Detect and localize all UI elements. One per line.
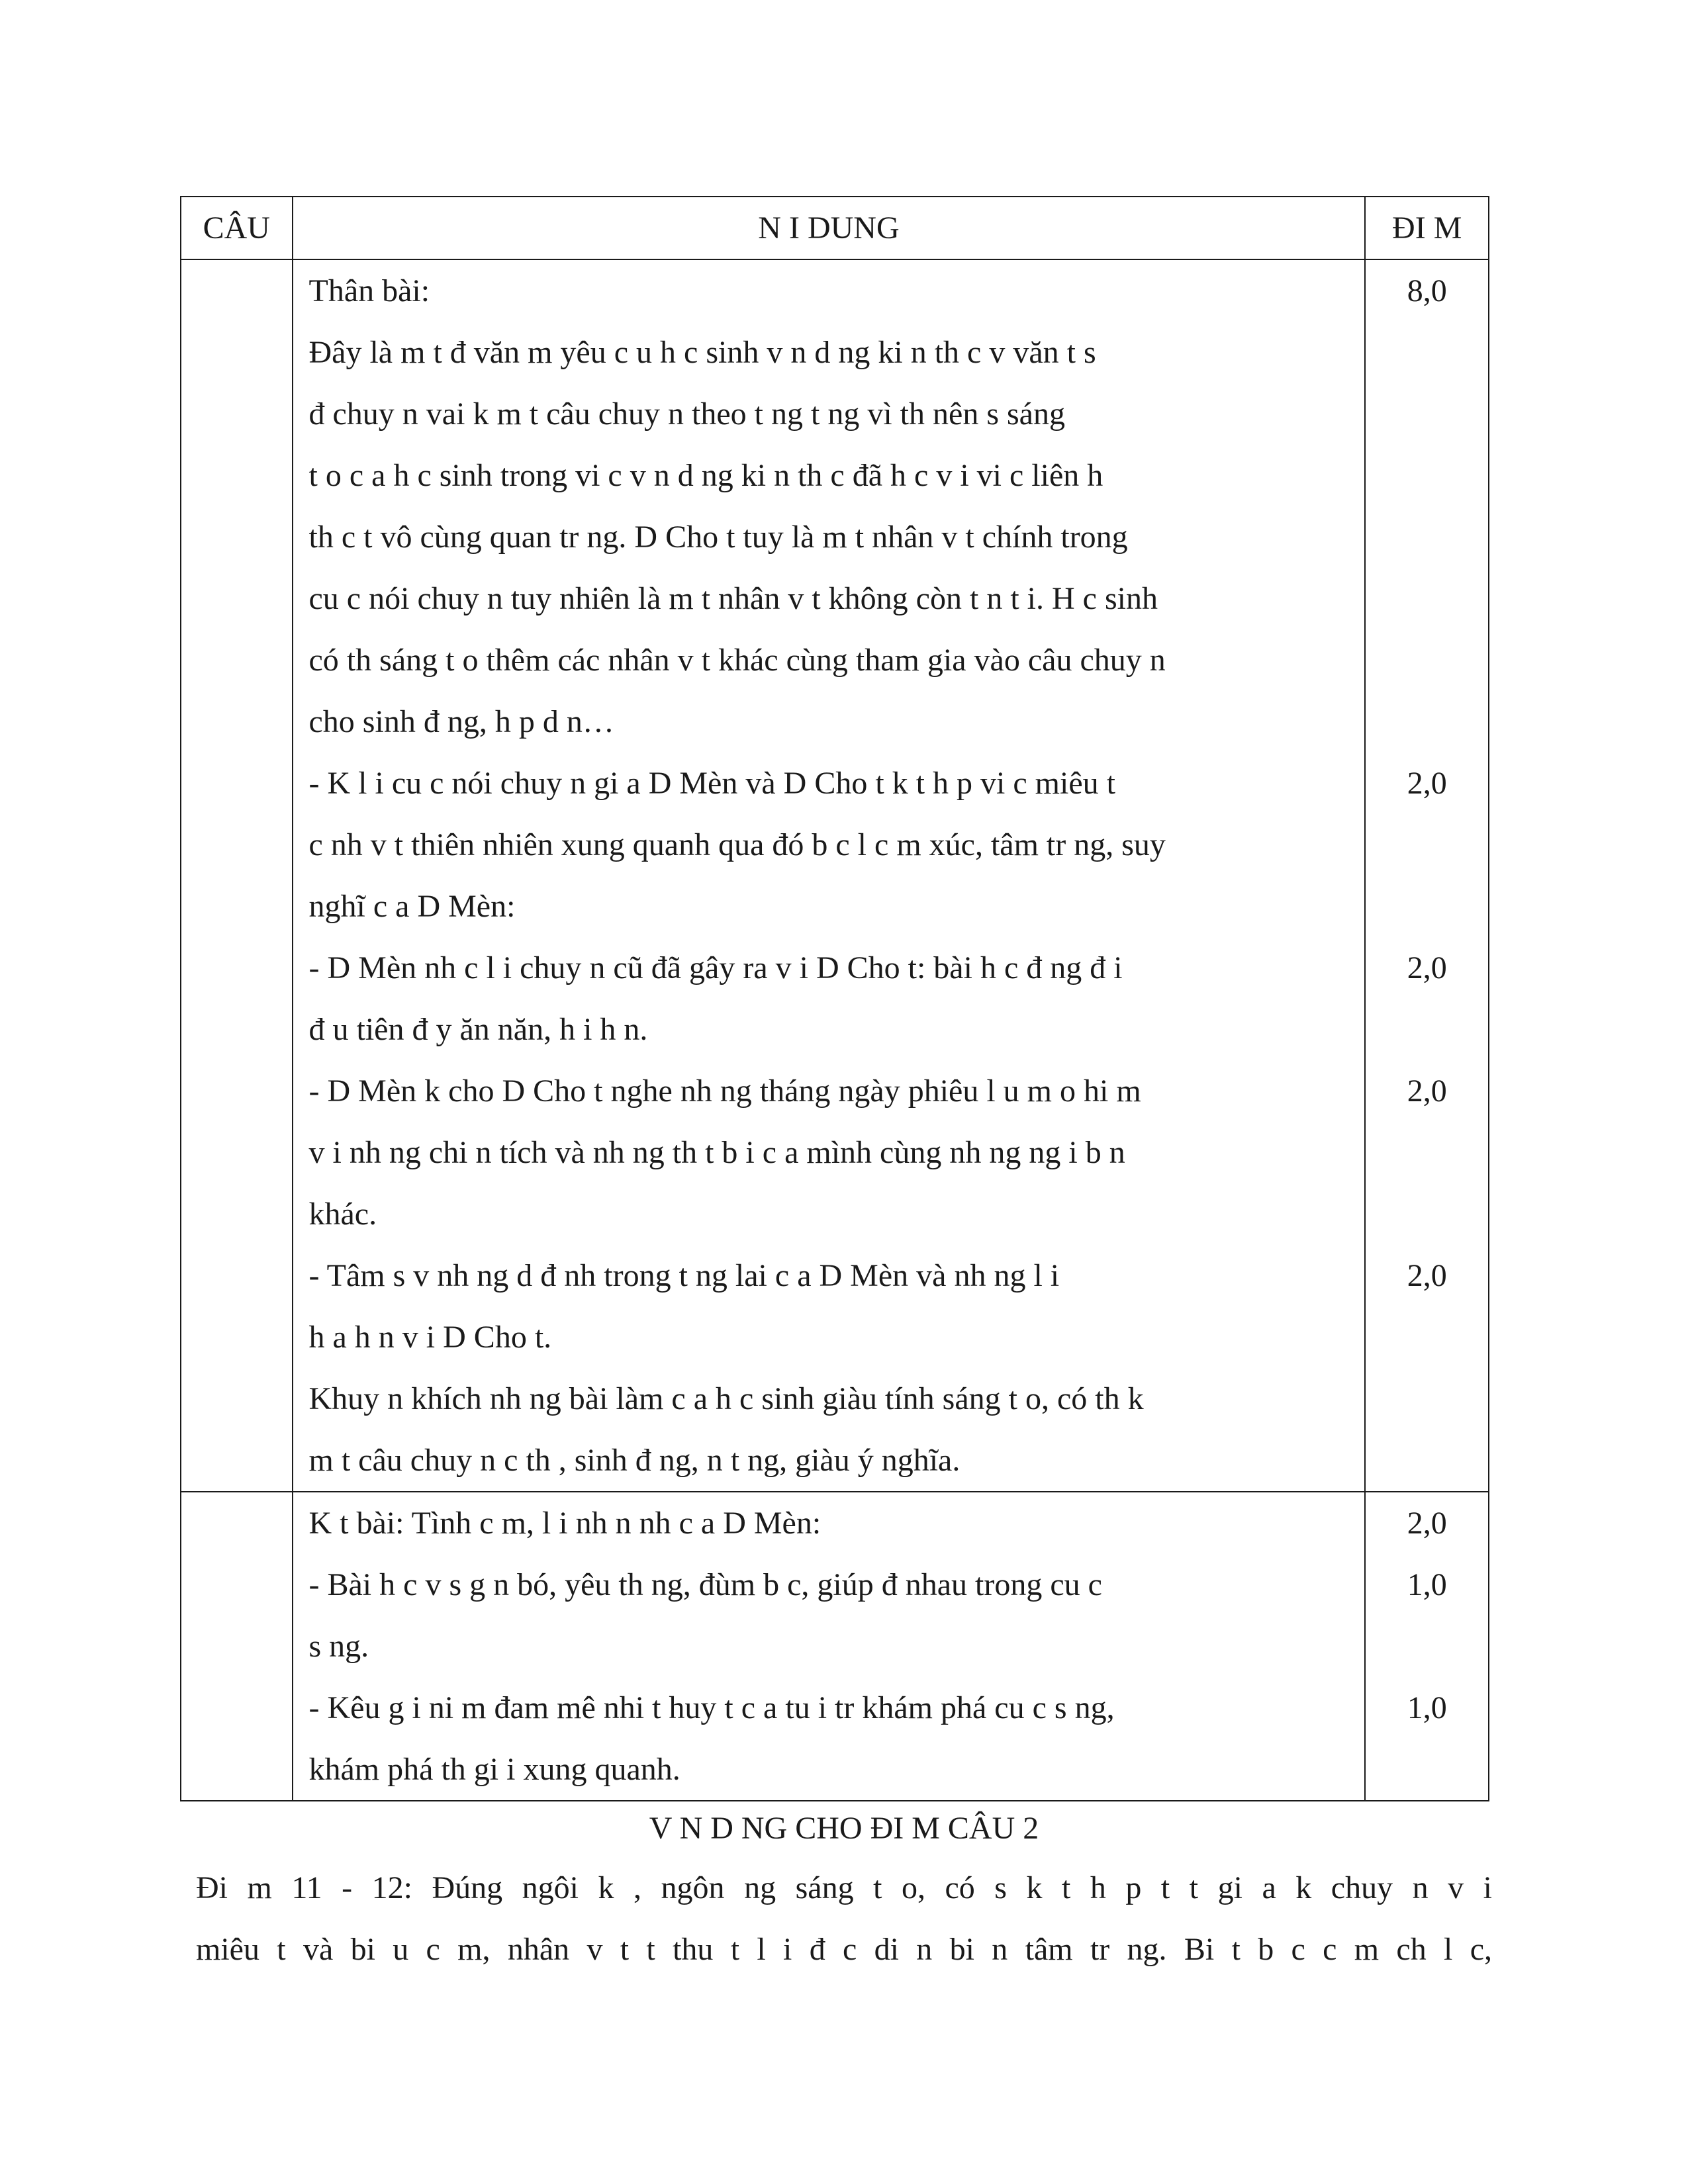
score-value — [1366, 1122, 1488, 1183]
body-row — [181, 259, 1489, 1492]
body-line: c nh v t thiên nhiên xung quanh qua đó b c l c m xúc, tâm tr ng, suy — [308, 827, 1166, 862]
score-value: 2,0 — [1407, 766, 1447, 801]
body-line: Thân bài: — [308, 273, 430, 308]
body-line: v i nh ng chi n tích và nh ng th t b i c a mình cùng nh ng ng i b n — [308, 1135, 1125, 1170]
body-line: có th sáng t o thêm các nhân v t khác cùng tham gia vào câu chuy n — [308, 643, 1166, 678]
body-line: khác. — [308, 1197, 377, 1232]
score-value — [1366, 999, 1488, 1060]
section-title: V N D NG CHO ĐI M CÂU 2 — [649, 1811, 1039, 1846]
conclusion-line: - Bài h c v s g n bó, yêu th ng, đùm b c, giúp đ nhau trong cu c — [308, 1567, 1102, 1602]
score-value: 2,0 — [1407, 1506, 1447, 1541]
score-value — [1366, 1739, 1488, 1800]
score-value — [1366, 568, 1488, 629]
header-diem: ĐI M — [1365, 197, 1489, 259]
score-value — [1366, 876, 1488, 937]
score-value: 8,0 — [1407, 273, 1447, 308]
body-line: đ chuy n vai k m t câu chuy n theo t ng t ng vì th nên s sáng — [308, 396, 1065, 432]
body-line: đ u tiên đ y ăn năn, h i h n. — [308, 1012, 648, 1047]
body-line: nghĩ c a D Mèn: — [308, 889, 516, 924]
cau-cell-body — [181, 259, 293, 1492]
conclusion-content-cell — [293, 1492, 1366, 1801]
note-line: miêu t và bi u c m, nhân v t t thu t l i đ c di n bi n tâm tr ng. Bi t b c c m ch l c, — [196, 1932, 1492, 1967]
conclusion-score-cell — [1365, 1492, 1489, 1801]
body-line: Khuy n khích nh ng bài làm c a h c sinh giàu tính sáng t o, có th k — [308, 1381, 1144, 1416]
score-value — [1366, 506, 1488, 568]
scoring-note — [196, 1857, 1492, 1980]
score-value: 2,0 — [1407, 1073, 1447, 1109]
conclusion-line: - Kêu g i ni m đam mê nhi t huy t c a tu i tr khám phá cu c s ng, — [308, 1690, 1115, 1725]
score-value — [1366, 1183, 1488, 1245]
body-line: m t câu chuy n c th , sinh đ ng, n t ng, giàu ý nghĩa. — [308, 1443, 961, 1478]
body-line: - D Mèn nh c l i chuy n cũ đã gây ra v i D Cho t: bài h c đ ng đ i — [308, 950, 1123, 985]
cau-cell-conclusion — [181, 1492, 293, 1801]
score-value — [1366, 1615, 1488, 1677]
body-line: Đây là m t đ văn m yêu c u h c sinh v n d ng ki n th c v văn t s — [308, 335, 1096, 370]
score-value — [1366, 322, 1488, 383]
conclusion-row — [181, 1492, 1489, 1801]
note-line: Đi m 11 - 12: Đúng ngôi k , ngôn ng sáng t o, có s k t h p t t gi a k chuy n v i — [196, 1870, 1492, 1905]
body-line: cu c nói chuy n tuy nhiên là m t nhân v t không còn t n t i. H c sinh — [308, 581, 1158, 616]
conclusion-line: s ng. — [308, 1629, 369, 1664]
score-value — [1366, 691, 1488, 752]
score-value — [1366, 1306, 1488, 1368]
body-line: - D Mèn k cho D Cho t nghe nh ng tháng ngày phiêu l u m o hi m — [308, 1073, 1141, 1109]
score-value — [1366, 445, 1488, 506]
body-line: cho sinh đ ng, h p d n… — [308, 704, 614, 739]
score-value — [1366, 814, 1488, 876]
conclusion-line: khám phá th gi i xung quanh. — [308, 1752, 680, 1787]
score-value: 1,0 — [1407, 1690, 1447, 1725]
header-row — [181, 197, 1489, 259]
score-value: 1,0 — [1407, 1567, 1447, 1602]
score-value — [1366, 1430, 1488, 1491]
score-value — [1366, 1368, 1488, 1430]
body-content-cell — [293, 259, 1366, 1492]
body-line: - Tâm s v nh ng d đ nh trong t ng lai c a D Mèn và nh ng l i — [308, 1258, 1060, 1293]
conclusion-line: K t bài: Tình c m, l i nh n nh c a D Mèn: — [308, 1506, 821, 1541]
header-noi-dung: N I DUNG — [293, 197, 1366, 259]
score-value — [1366, 629, 1488, 691]
header-cau: CÂU — [181, 197, 293, 259]
score-value: 2,0 — [1407, 1258, 1447, 1293]
body-line: h a h n v i D Cho t. — [308, 1320, 552, 1355]
body-line: th c t vô cùng quan tr ng. D Cho t tuy là m t nhân v t chính trong — [308, 520, 1128, 555]
grading-table — [180, 196, 1489, 1801]
body-score-cell — [1365, 259, 1489, 1492]
score-value — [1366, 383, 1488, 445]
body-line: t o c a h c sinh trong vi c v n d ng ki n th c đã h c v i vi c liên h — [308, 458, 1103, 493]
body-line: - K l i cu c nói chuy n gi a D Mèn và D Cho t k t h p vi c miêu t — [308, 766, 1115, 801]
score-value: 2,0 — [1407, 950, 1447, 985]
